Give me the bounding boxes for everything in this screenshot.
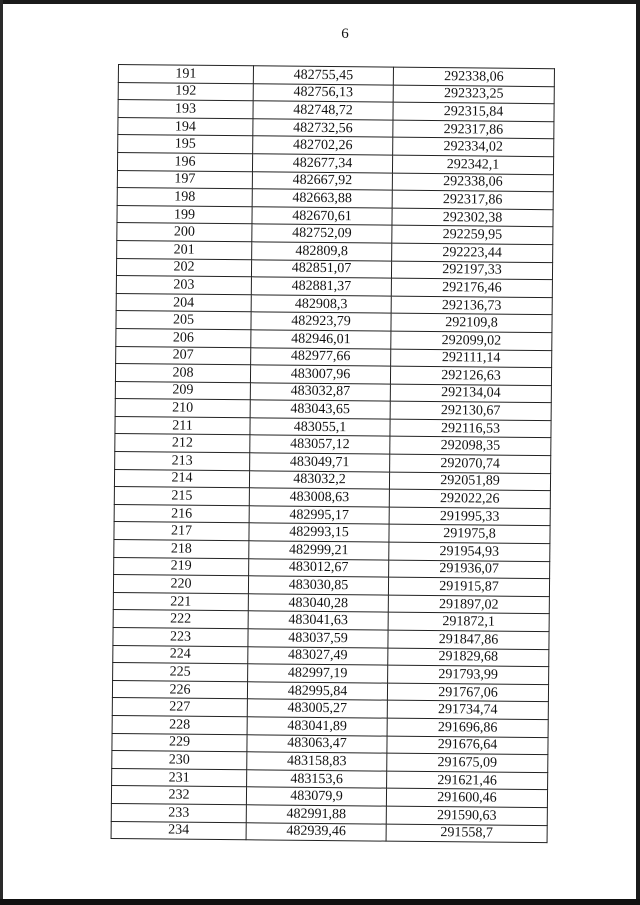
x-coordinate-cell: 482995,17 [249,506,389,525]
y-coordinate-cell: 292338,06 [392,173,553,192]
x-coordinate-cell: 483040,28 [248,594,388,613]
y-coordinate-cell: 291590,63 [386,806,547,825]
y-coordinate-cell: 291558,7 [386,824,547,843]
point-number-cell: 210 [115,399,250,418]
y-coordinate-cell: 292338,06 [393,67,554,86]
point-number-cell: 206 [116,328,251,347]
point-number-cell: 205 [116,311,251,330]
y-coordinate-cell: 292070,74 [390,454,551,473]
x-coordinate-cell: 482997,19 [248,664,388,683]
point-number-cell: 198 [117,188,252,207]
x-coordinate-cell: 483030,85 [248,576,388,595]
y-coordinate-cell: 292099,02 [391,331,552,350]
x-coordinate-cell: 483063,47 [247,734,387,753]
point-number-cell: 197 [117,170,252,189]
point-number-cell: 191 [118,65,253,84]
x-coordinate-cell: 482851,07 [251,259,391,278]
point-number-cell: 208 [115,364,250,383]
y-coordinate-cell: 291936,07 [389,560,550,579]
y-coordinate-cell: 292259,95 [392,225,553,244]
point-number-cell: 233 [111,803,246,822]
y-coordinate-cell: 291829,68 [388,648,549,667]
x-coordinate-cell: 483037,59 [248,629,388,648]
y-coordinate-cell: 292323,25 [393,85,554,104]
scan-border-bottom [0,899,640,905]
y-coordinate-cell: 292134,04 [390,384,551,403]
point-number-cell: 195 [118,135,253,154]
x-coordinate-cell: 482993,15 [249,523,389,542]
point-number-cell: 216 [114,504,249,523]
y-coordinate-cell: 292317,86 [392,190,553,209]
x-coordinate-cell: 482939,46 [246,822,386,841]
y-coordinate-cell: 292126,63 [390,366,551,385]
point-number-cell: 192 [118,82,253,101]
y-coordinate-cell: 291696,86 [387,718,548,737]
point-number-cell: 202 [116,258,251,277]
point-number-cell: 209 [115,381,250,400]
point-number-cell: 219 [114,557,249,576]
x-coordinate-cell: 483043,65 [250,400,390,419]
y-coordinate-cell: 292223,44 [392,243,553,262]
x-coordinate-cell: 483057,12 [250,435,390,454]
coordinates-table [111,64,555,843]
y-coordinate-cell: 291954,93 [389,542,550,561]
x-coordinate-cell: 483012,67 [249,558,389,577]
y-coordinate-cell: 291872,1 [388,613,549,632]
x-coordinate-cell: 482991,88 [246,805,386,824]
y-coordinate-cell: 291847,86 [388,630,549,649]
x-coordinate-cell: 483027,49 [248,646,388,665]
y-coordinate-cell: 291915,87 [388,577,549,596]
x-coordinate-cell: 483049,71 [250,453,390,472]
y-coordinate-cell: 292176,46 [391,278,552,297]
x-coordinate-cell: 483079,9 [246,787,386,806]
x-coordinate-cell: 483007,96 [250,365,390,384]
point-number-cell: 228 [112,715,247,734]
y-coordinate-cell: 292111,14 [391,349,552,368]
y-coordinate-cell: 291995,33 [389,507,550,526]
point-number-cell: 204 [116,293,251,312]
point-number-cell: 218 [114,540,249,559]
y-coordinate-cell: 292109,8 [391,313,552,332]
x-coordinate-cell: 482663,88 [252,189,392,208]
point-number-cell: 211 [115,416,250,435]
point-number-cell: 221 [113,592,248,611]
x-coordinate-cell: 482946,01 [251,330,391,349]
x-coordinate-cell: 483032,2 [249,470,389,489]
scan-border-right [636,0,640,905]
y-coordinate-cell: 292022,26 [389,489,550,508]
y-coordinate-cell: 291675,09 [387,753,548,772]
x-coordinate-cell: 483005,27 [247,699,387,718]
point-number-cell: 230 [112,751,247,770]
x-coordinate-cell: 482881,37 [251,277,391,296]
point-number-cell: 217 [114,522,249,541]
y-coordinate-cell: 292334,02 [393,138,554,157]
point-number-cell: 201 [117,240,252,259]
y-coordinate-cell: 291767,06 [387,683,548,702]
x-coordinate-cell: 482702,26 [253,136,393,155]
x-coordinate-cell: 482756,13 [253,83,393,102]
x-coordinate-cell: 482999,21 [249,541,389,560]
x-coordinate-cell: 482748,72 [253,101,393,120]
point-number-cell: 234 [111,821,246,840]
point-number-cell: 225 [113,663,248,682]
point-number-cell: 226 [112,680,247,699]
y-coordinate-cell: 292116,53 [390,419,551,438]
y-coordinate-cell: 292342,1 [392,155,553,174]
point-number-cell: 222 [113,610,248,629]
point-number-cell: 220 [113,575,248,594]
point-number-cell: 203 [116,276,251,295]
y-coordinate-cell: 292197,33 [391,261,552,280]
coordinates-table-container [111,64,554,843]
page-number: 6 [341,26,349,42]
point-number-cell: 194 [118,117,253,136]
y-coordinate-cell: 292315,84 [393,102,554,121]
x-coordinate-cell: 483041,89 [247,717,387,736]
x-coordinate-cell: 482908,3 [251,295,391,314]
point-number-cell: 229 [112,733,247,752]
x-coordinate-cell: 483055,1 [250,418,390,437]
x-coordinate-cell: 482670,61 [252,207,392,226]
x-coordinate-cell: 482752,09 [252,224,392,243]
point-number-cell: 227 [112,698,247,717]
x-coordinate-cell: 482977,66 [251,347,391,366]
point-number-cell: 213 [115,452,250,471]
x-coordinate-cell: 483158,83 [247,752,387,771]
point-number-cell: 200 [117,223,252,242]
y-coordinate-cell: 291734,74 [387,700,548,719]
point-number-cell: 224 [113,645,248,664]
point-number-cell: 231 [112,768,247,787]
y-coordinate-cell: 292098,35 [390,437,551,456]
x-coordinate-cell: 482995,84 [247,682,387,701]
point-number-cell: 232 [111,786,246,805]
coordinates-table-body [111,65,554,843]
y-coordinate-cell: 292302,38 [392,208,553,227]
point-number-cell: 207 [116,346,251,365]
y-coordinate-cell: 291676,64 [387,736,548,755]
point-number-cell: 199 [117,205,252,224]
x-coordinate-cell: 483008,63 [249,488,389,507]
y-coordinate-cell: 292136,73 [391,296,552,315]
x-coordinate-cell: 482677,34 [252,154,392,173]
x-coordinate-cell: 483032,87 [250,382,390,401]
point-number-cell: 212 [115,434,250,453]
y-coordinate-cell: 292051,89 [389,472,550,491]
scan-border-left [0,0,3,905]
x-coordinate-cell: 482923,79 [251,312,391,331]
x-coordinate-cell: 482755,45 [253,66,393,85]
x-coordinate-cell: 482732,56 [253,119,393,138]
y-coordinate-cell: 291975,8 [389,525,550,544]
point-number-cell: 223 [113,627,248,646]
x-coordinate-cell: 482667,92 [252,171,392,190]
point-number-cell: 196 [117,152,252,171]
y-coordinate-cell: 291793,99 [388,665,549,684]
scan-border-top [0,0,640,4]
y-coordinate-cell: 291600,46 [386,788,547,807]
y-coordinate-cell: 292130,67 [390,401,551,420]
y-coordinate-cell: 292317,86 [393,120,554,139]
x-coordinate-cell: 482809,8 [252,242,392,261]
y-coordinate-cell: 291621,46 [387,771,548,790]
point-number-cell: 215 [114,487,249,506]
point-number-cell: 193 [118,100,253,119]
y-coordinate-cell: 291897,02 [388,595,549,614]
x-coordinate-cell: 483041,63 [248,611,388,630]
x-coordinate-cell: 483153,6 [247,770,387,789]
table-row [111,821,547,843]
point-number-cell: 214 [114,469,249,488]
